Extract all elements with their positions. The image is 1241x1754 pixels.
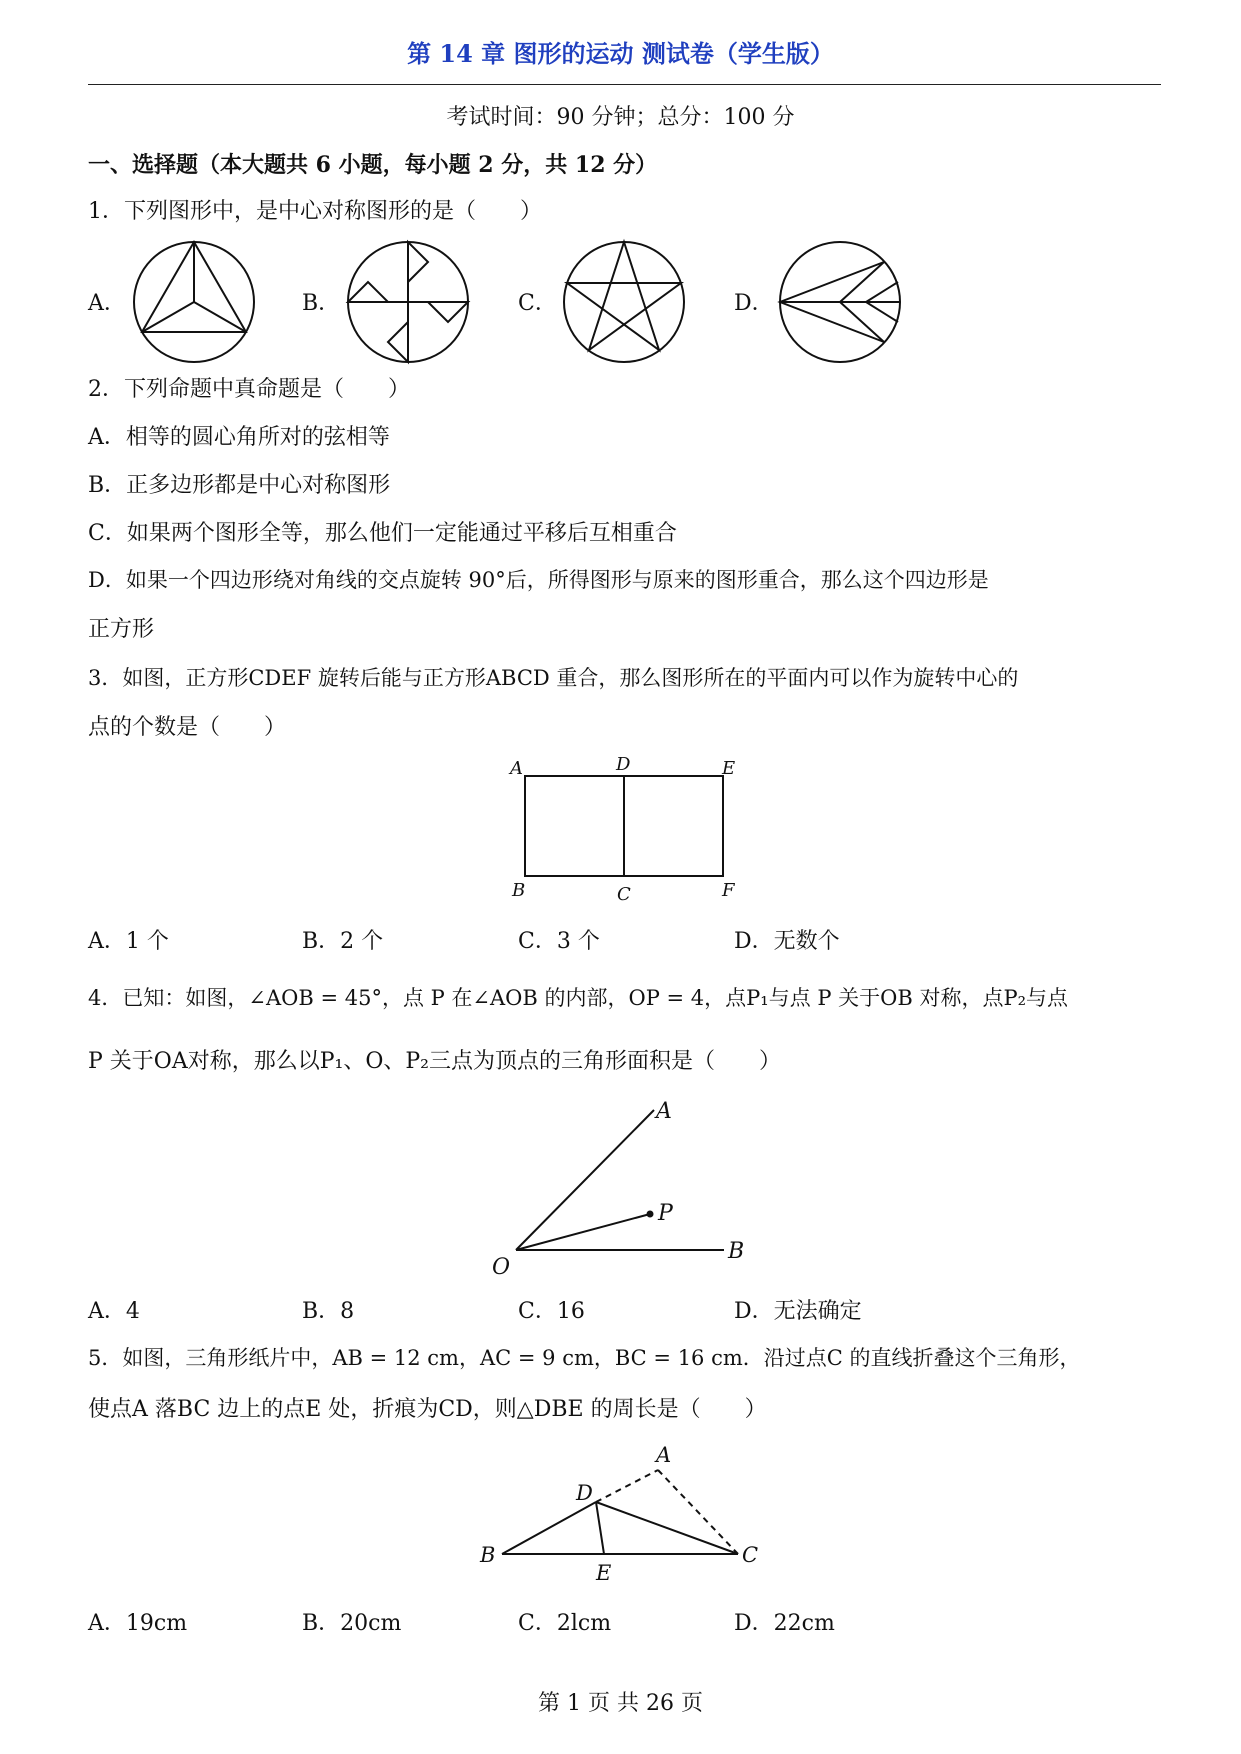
q3-label-c: C — [617, 884, 631, 905]
q1-figure-a — [130, 240, 260, 370]
q5-option-c: C．2lcm — [518, 1611, 612, 1636]
q4-figure-angle — [480, 1096, 760, 1286]
exam-info: 考试时间：90 分钟；总分：100 分 — [446, 105, 795, 130]
section-heading: 一、选择题（本大题共 6 小题，每小题 2 分，共 12 分） — [88, 152, 658, 178]
q2-option-d-continued: 正方形 — [88, 617, 155, 642]
q3-label-b: B — [512, 880, 526, 901]
header-divider — [88, 84, 1161, 85]
q4-label-a: A — [656, 1099, 672, 1124]
q3-label-d: D — [616, 754, 631, 775]
page-title: 第 14 章 图形的运动 测试卷（学生版） — [407, 39, 834, 68]
q3-stem-line1: 3．如图，正方形CDEF 旋转后能与正方形ABCD 重合，那么图形所在的平面内可以作为旋转中心的 — [88, 666, 1019, 690]
q1-figure-d — [776, 240, 906, 370]
q2-stem: 2．下列命题中真命题是（ ） — [88, 377, 410, 402]
q5-label-c: C — [742, 1543, 759, 1567]
q4-option-c: C．16 — [518, 1299, 585, 1324]
q3-label-a: A — [510, 758, 523, 779]
q4-stem-line2: P 关于OA对称，那么以P₁、O、P₂三点为顶点的三角形面积是（ ） — [88, 1049, 782, 1074]
q5-stem-line2: 使点A 落BC 边上的点E 处，折痕为CD，则△DBE 的周长是（ ） — [88, 1397, 767, 1422]
q4-option-a: A．4 — [88, 1299, 140, 1324]
q5-stem-line1: 5．如图，三角形纸片中，AB = 12 cm，AC = 9 cm，BC = 16 cm．沿过点C 的直线折叠这个三角形， — [88, 1346, 1081, 1370]
q1-figure-c — [560, 240, 690, 370]
q5-option-b: B．20cm — [302, 1611, 402, 1636]
q1-figure-b — [344, 240, 474, 370]
q2-option-a: A．相等的圆心角所对的弦相等 — [88, 425, 390, 450]
q1-stem: 1．下列图形中，是中心对称图形的是（ ） — [88, 199, 542, 224]
q1-option-c-label: C． — [518, 291, 557, 316]
q3-option-a: A．1 个 — [88, 929, 169, 954]
page-number: 第 1 页 共 26 页 — [538, 1691, 703, 1716]
q5-label-a: A — [656, 1443, 672, 1467]
q5-label-e: E — [596, 1561, 612, 1585]
q5-label-d: D — [576, 1481, 593, 1505]
q3-label-f: F — [722, 880, 735, 901]
q1-option-a-label: A． — [88, 291, 126, 316]
q5-label-b: B — [480, 1543, 496, 1567]
q3-label-e: E — [722, 758, 736, 779]
q4-label-o: O — [492, 1255, 511, 1280]
q4-option-b: B．8 — [302, 1299, 355, 1324]
q4-stem-line1: 4．已知：如图，∠AOB = 45°，点 P 在∠AOB 的内部，OP = 4，点P₁与点 P 关于OB 对称，点P₂与点 — [88, 986, 1069, 1010]
q1-option-d-label: D． — [734, 291, 774, 316]
q2-option-c: C．如果两个图形全等，那么他们一定能通过平移后互相重合 — [88, 521, 677, 546]
q4-label-b: B — [728, 1239, 745, 1264]
q2-option-d: D．如果一个四边形绕对角线的交点旋转 90°后，所得图形与原来的图形重合，那么这个四边形是 — [88, 568, 989, 592]
q4-label-p: P — [658, 1201, 673, 1226]
q5-figure-triangle — [470, 1434, 770, 1594]
q5-option-d: D．22cm — [734, 1611, 835, 1636]
q4-option-d: D．无法确定 — [734, 1299, 862, 1324]
q3-option-c: C．3 个 — [518, 929, 600, 954]
q1-option-b-label: B． — [302, 291, 341, 316]
q3-option-b: B．2 个 — [302, 929, 384, 954]
q3-option-d: D．无数个 — [734, 929, 840, 954]
q3-figure-squares — [500, 750, 740, 910]
q3-stem-line2: 点的个数是（ ） — [88, 715, 287, 740]
q5-option-a: A．19cm — [88, 1611, 188, 1636]
q2-option-b: B．正多边形都是中心对称图形 — [88, 473, 391, 498]
q4-point-p — [647, 1211, 654, 1218]
